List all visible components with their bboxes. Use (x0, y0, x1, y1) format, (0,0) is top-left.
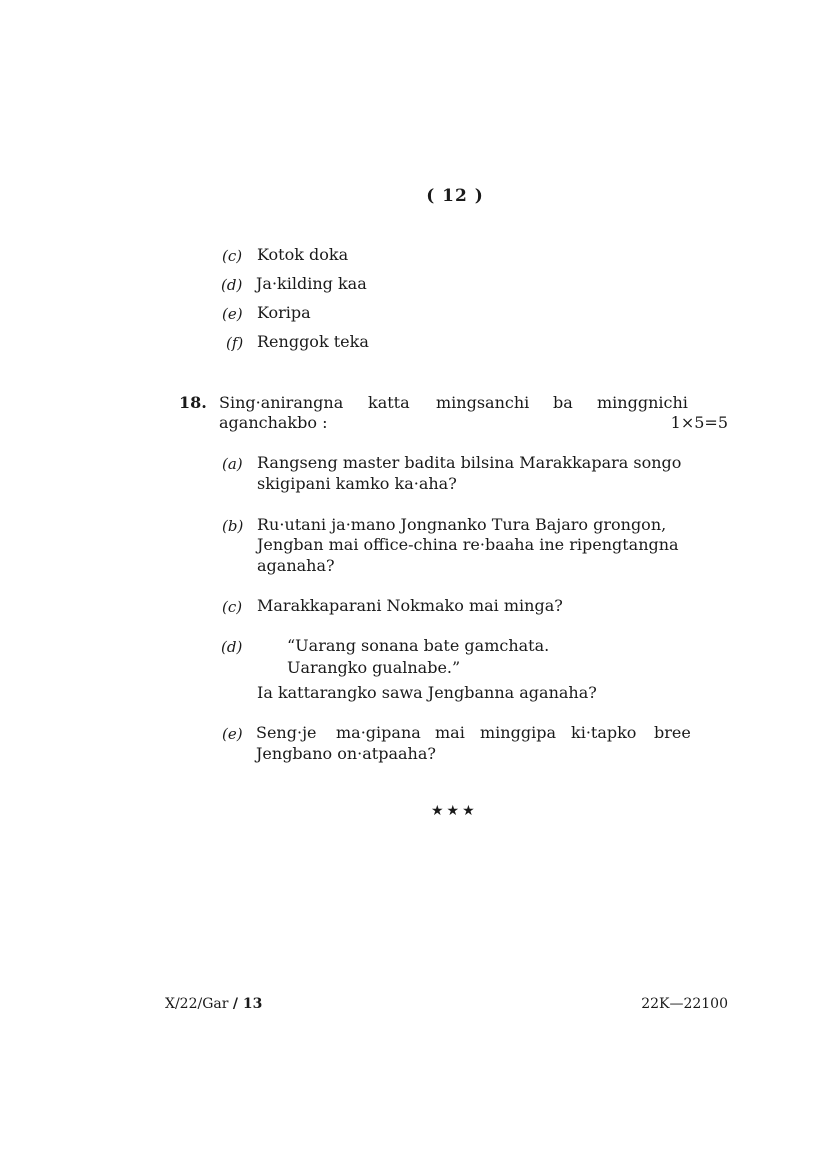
sub-label-c: (c) (222, 598, 243, 616)
item-label: (d) (221, 276, 243, 294)
sub-b-line: Jengban mai office-china re·baaha ine ripengtangna (257, 535, 679, 554)
sub-e-word: Seng·je (256, 723, 317, 742)
footer-page-number: / 13 (232, 996, 263, 1012)
sub-e-word: bree (654, 723, 691, 742)
sub-label-d: (d) (221, 638, 243, 656)
sub-a-line: Rangseng master badita bilsina Marakkapara songo (257, 453, 682, 472)
sub-d-quote-line: “Uarang sonana bate gamchata. (287, 636, 550, 655)
sub-e-word: ki·tapko (571, 723, 637, 742)
question-word: katta (368, 393, 410, 412)
item-label: (f) (226, 334, 244, 352)
item-text: Kotok doka (257, 245, 349, 264)
sub-b-line: aganaha? (257, 556, 335, 575)
sub-a-line: skigipani kamko ka·aha? (257, 474, 457, 493)
sub-b-line: Ru·utani ja·mano Jongnanko Tura Bajaro grongon, (257, 515, 667, 534)
page-number: ( 12 ) (426, 186, 484, 206)
question-word: mingsanchi (436, 393, 530, 412)
sub-label-b: (b) (222, 517, 244, 535)
item-text: Koripa (257, 303, 311, 322)
sub-c-line: Marakkaparani Nokmako mai minga? (257, 596, 563, 615)
marks: 1×5=5 (670, 413, 728, 432)
sub-e-line2: Jengbano on·atpaaha? (256, 744, 436, 763)
end-of-paper-stars: ★★★ (431, 803, 478, 819)
footer-code-text: X/22/Gar (165, 996, 229, 1012)
item-text: Renggok teka (257, 332, 369, 351)
footer-code (165, 996, 262, 1012)
question-word: ba (553, 393, 573, 412)
item-label: (e) (222, 305, 243, 323)
sub-d-quote-line: Uarangko gualnabe.” (287, 658, 461, 677)
footer-print-code: 22K—22100 (641, 996, 728, 1012)
question-word: Sing·anirangna (219, 393, 344, 412)
sub-label-a: (a) (222, 455, 243, 473)
sub-label-e: (e) (222, 725, 243, 743)
question-word: minggnichi (597, 393, 688, 412)
sub-d-text: Ia kattarangko sawa Jengbanna aganaha? (257, 683, 597, 702)
question-number: 18. (179, 393, 207, 412)
sub-e-word: minggipa (480, 723, 556, 742)
sub-e-word: mai (435, 723, 465, 742)
sub-e-word: ma·gipana (336, 723, 421, 742)
item-text: Ja·kilding kaa (256, 274, 367, 293)
question-text-line2: aganchakbo : (219, 413, 328, 432)
item-label: (c) (222, 247, 243, 265)
